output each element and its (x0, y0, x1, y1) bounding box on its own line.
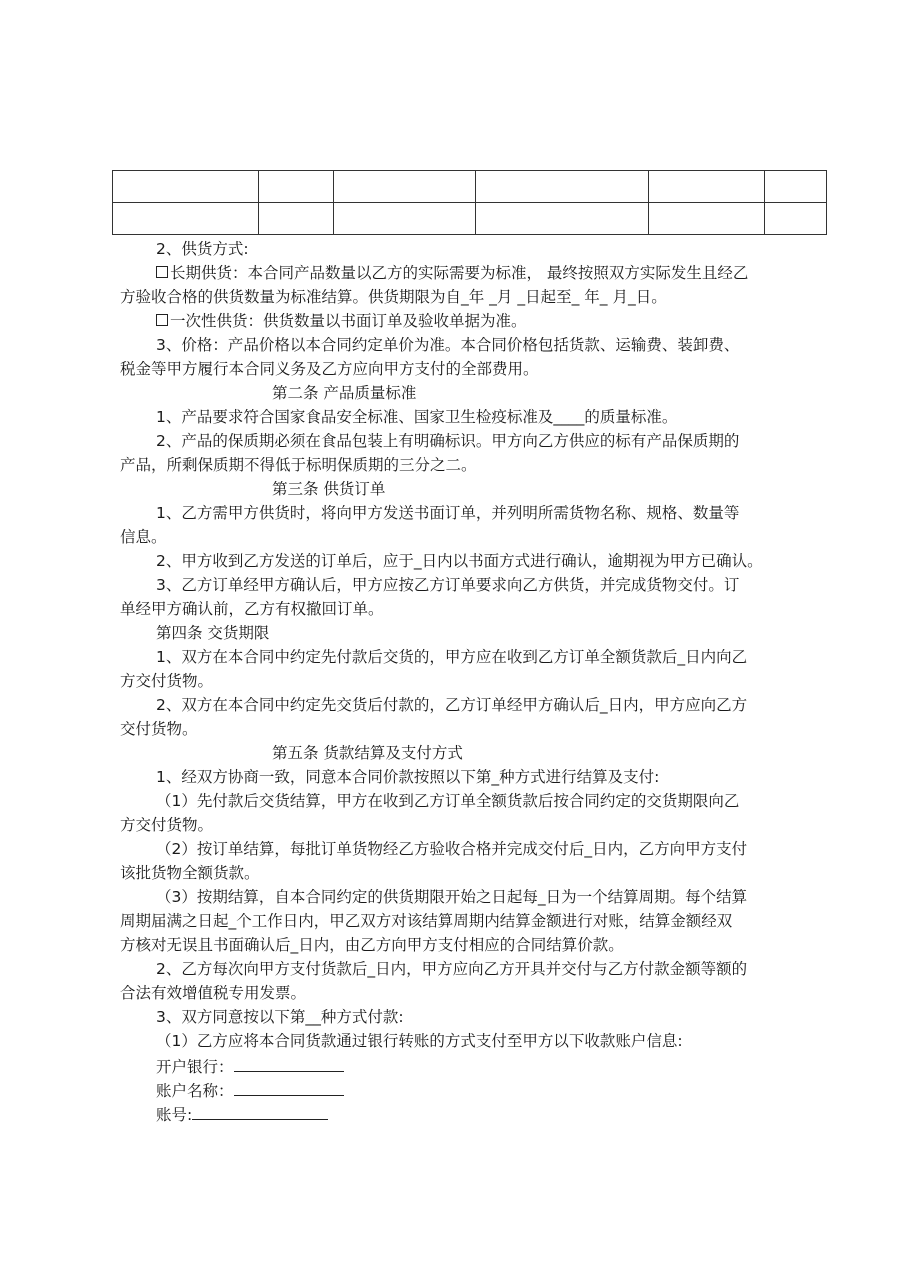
paragraph-line: 1、乙方需甲方供货时，将向甲方发送书面订单，并列明所需货物名称、规格、数量等 (156, 504, 740, 522)
paragraph-line: 方核对无误且书面确认后_日内，由乙方向甲方支付相应的合同结算价款。 (120, 936, 624, 954)
article-2-title: 第二条 产品质量标准 (272, 384, 417, 402)
paragraph-line: （1）先付款后交货结算，甲方在收到乙方订单全额货款后按合同约定的交货期限向乙 (156, 792, 740, 810)
paragraph-line: 信息。 (120, 528, 167, 546)
paragraph-line: 2、产品的保质期必须在食品包装上有明确标识。甲方向乙方供应的标有产品保质期的 (156, 432, 740, 450)
bank-blank (234, 1054, 344, 1072)
paragraph-line: 2、甲方收到乙方发送的订单后，应于_日内以书面方式进行确认，逾期视为甲方已确认。 (156, 552, 763, 570)
paragraph-line: 1、双方在本合同中约定先付款后交货的，甲方应在收到乙方订单全额货款后_日内向乙 (156, 648, 748, 666)
account-no-blank (192, 1102, 328, 1120)
one-time-option: 一次性供货：供货数量以书面订单及验收单据为准。 (156, 310, 527, 333)
paragraph-line: 1、经双方协商一致，同意本合同价款按照以下第_种方式进行结算及支付: (156, 768, 660, 786)
table-cell (334, 171, 476, 203)
table-cell (113, 203, 259, 235)
paragraph-line: 方交付货物。 (120, 672, 214, 690)
table-cell (113, 171, 259, 203)
goods-table (112, 170, 827, 235)
bank-label: 开户银行： (156, 1058, 234, 1076)
account-no-field (156, 1102, 328, 1125)
checkbox-icon (156, 314, 168, 326)
long-term-option: 长期供货：本合同产品数量以乙方的实际需要为标准， 最终按照双方实际发生且经乙 (156, 262, 748, 285)
article-3-title: 第三条 供货订单 (272, 480, 386, 498)
article-5-title: 第五条 货款结算及支付方式 (272, 744, 463, 762)
account-no-label: 账号: (156, 1106, 193, 1124)
paragraph-line: （2）按订单结算，每批订单货物经乙方验收合格并完成交付后_日内，乙方向甲方支付 (156, 840, 748, 858)
paragraph-line: 单经甲方确认前，乙方有权撤回订单。 (120, 600, 384, 618)
table-cell (259, 171, 334, 203)
paragraph-line: 方交付货物。 (120, 816, 214, 834)
account-name-blank (234, 1078, 344, 1096)
supply-heading: 2、供货方式: (156, 240, 249, 258)
paragraph-line: 方验收合格的供货数量为标准结算。供货期限为自_年 _月 _日起至_ 年_ 月_日。 (120, 288, 667, 306)
paragraph-line: 1、产品要求符合国家食品安全标准、国家卫生检疫标准及____的质量标准。 (156, 408, 678, 426)
table-cell (476, 171, 649, 203)
paragraph-line: 2、乙方每次向甲方支付货款后_日内，甲方应向乙方开具并交付与乙方付款金额等额的 (156, 960, 748, 978)
paragraph-line: 交付货物。 (120, 720, 198, 738)
account-name-field (156, 1078, 344, 1101)
article-4-title: 第四条 交货期限 (156, 624, 270, 642)
paragraph-line: 产品，所剩保质期不得低于标明保质期的三分之二。 (120, 456, 477, 474)
table-cell (765, 203, 827, 235)
table-cell (649, 171, 765, 203)
table-cell (334, 203, 476, 235)
bank-field (156, 1054, 344, 1077)
table-row (113, 203, 827, 235)
table-cell (476, 203, 649, 235)
paragraph-line: 2、双方在本合同中约定先交货后付款的，乙方订单经甲方确认后_日内，甲方应向乙方 (156, 696, 748, 714)
table-cell (649, 203, 765, 235)
table-row (113, 171, 827, 203)
paragraph-line: 3、双方同意按以下第__种方式付款: (156, 1008, 404, 1026)
paragraph-line: 合法有效增值税专用发票。 (120, 984, 307, 1002)
paragraph-line: 税金等甲方履行本合同义务及乙方应向甲方支付的全部费用。 (120, 360, 539, 378)
paragraph-line: （1）乙方应将本合同货款通过银行转账的方式支付至甲方以下收款账户信息: (156, 1032, 683, 1050)
table-cell (765, 171, 827, 203)
paragraph-line: （3）按期结算，自本合同约定的供货期限开始之日起每_日为一个结算周期。每个结算 (156, 888, 748, 906)
paragraph-line: 周期届满之日起_个工作日内，甲乙双方对该结算周期内结算金额进行对账，结算金额经双 (120, 912, 733, 930)
table-cell (259, 203, 334, 235)
account-name-label: 账户名称： (156, 1082, 234, 1100)
paragraph-line: 3、价格：产品价格以本合同约定单价为准。本合同价格包括货款、运输费、装卸费、 (156, 336, 740, 354)
paragraph-line: 3、乙方订单经甲方确认后，甲方应按乙方订单要求向乙方供货，并完成货物交付。订 (156, 576, 740, 594)
paragraph-line: 该批货物全额货款。 (120, 864, 260, 882)
checkbox-icon (156, 266, 168, 278)
